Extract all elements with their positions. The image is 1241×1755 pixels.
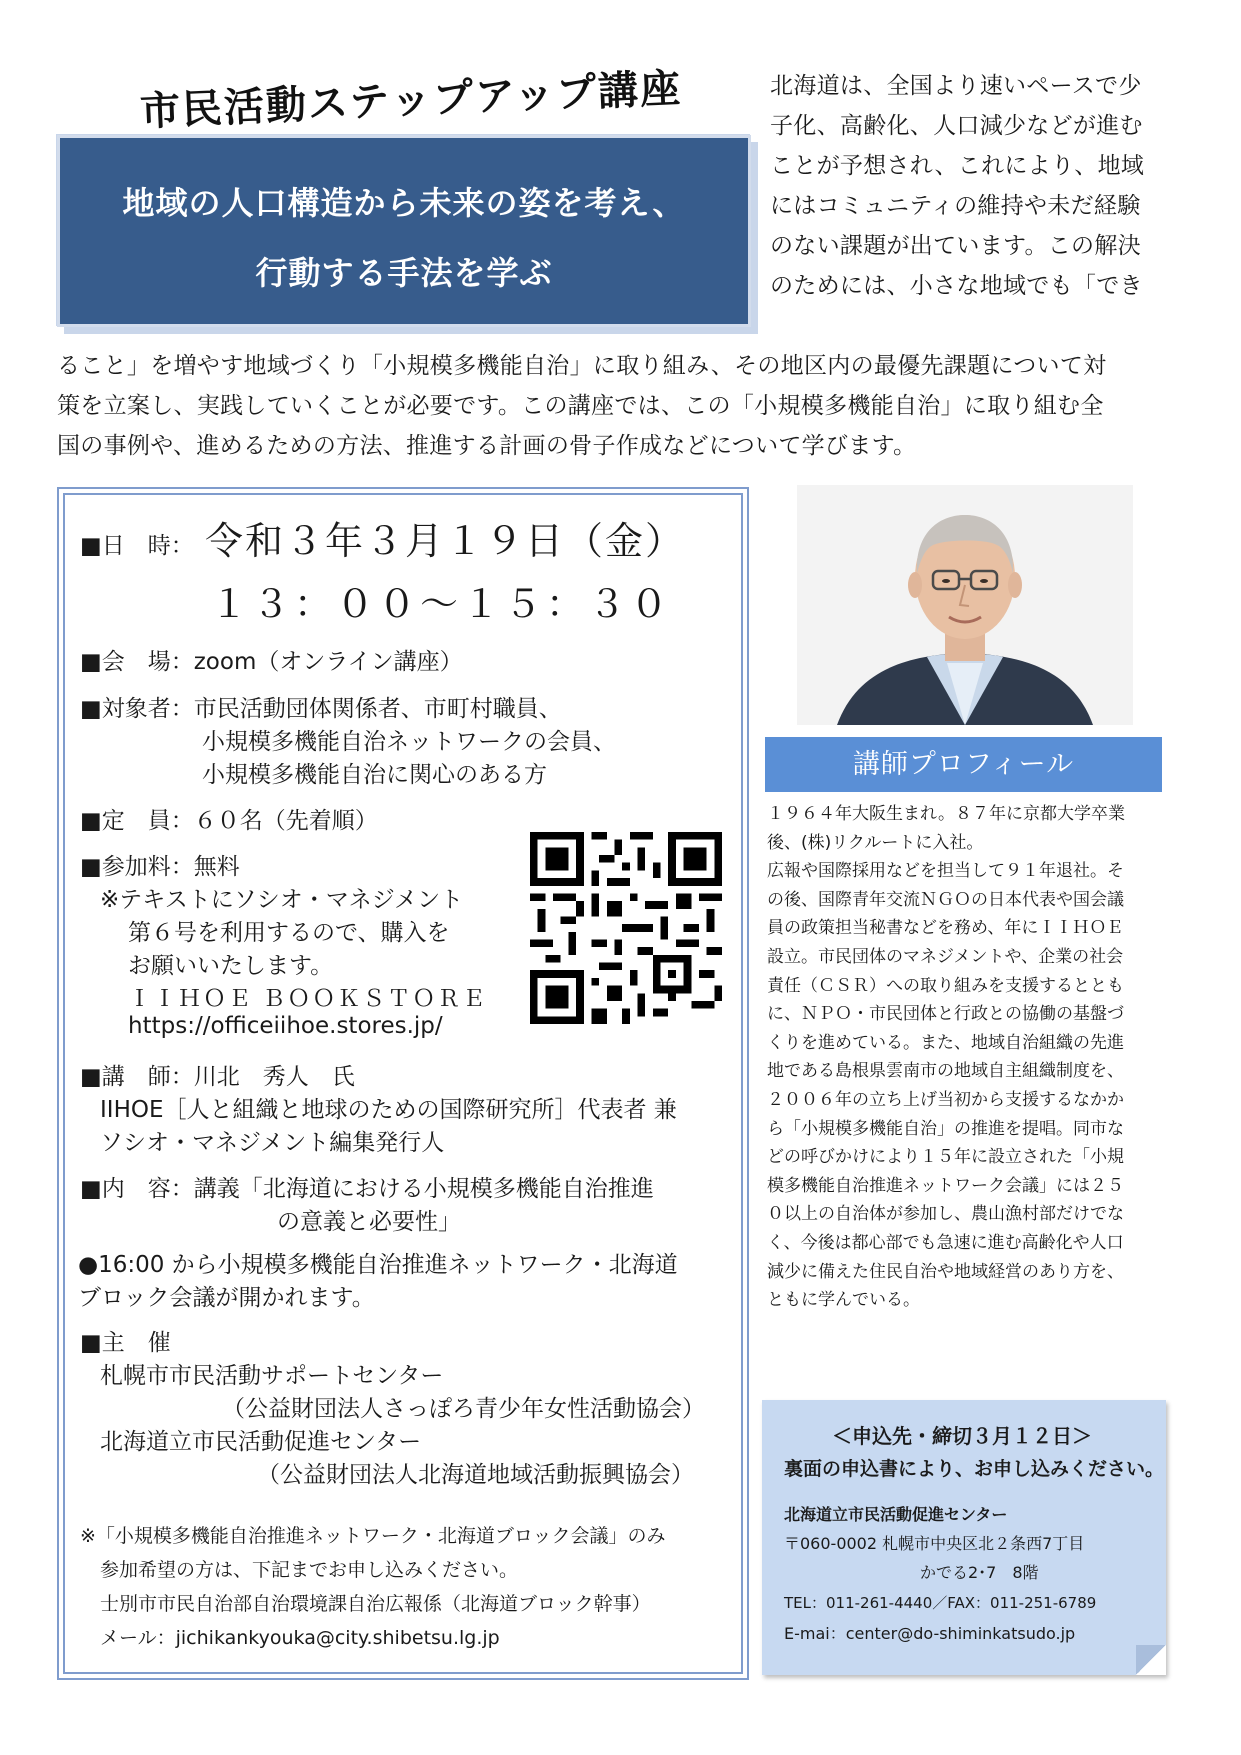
title-line-2: 行動する手法を学ぶ	[255, 254, 553, 292]
meeting-note-line: 士別市市民自治部自治環境課自治広報係（北海道ブロック幹事）	[100, 1593, 651, 1615]
target-line-1: ■対象者：市民活動団体関係者、市町村職員、	[80, 696, 562, 722]
fee-note-line: ※テキストにソシオ・マネジメント	[100, 887, 464, 913]
content-line-2: の意義と必要性」	[277, 1209, 461, 1235]
profile-line: 責任（ＣＳＲ）への取り組みを支援するととも	[767, 975, 1124, 996]
profile-line: 模多機能自治推進ネットワーク会議」には２５	[767, 1175, 1124, 1196]
intro-line: にはコミュニティの維持や未だ経験	[770, 193, 1141, 219]
application-email[interactable]: E-mai：center@do-shiminkatsudo.jp	[784, 1624, 1076, 1643]
profile-line: １９６４年大阪生まれ。８７年に京都大学卒業	[767, 804, 1126, 824]
meeting-line-1: ●16:00 から小規模多機能自治推進ネットワーク・北海道	[78, 1252, 678, 1278]
profile-line: に、ＮＰＯ・市民団体と行政との協働の基盤づ	[767, 1004, 1124, 1025]
intro-line: のない課題が出ています。この解決	[770, 233, 1141, 259]
lecturer: ■講 師：川北 秀人 氏	[80, 1064, 355, 1090]
profile-line: どの呼びかけにより１５年に設立された「小規	[767, 1147, 1124, 1168]
lecturer-role-line: ソシオ・マネジメント編集発行人	[100, 1130, 445, 1156]
meeting-note-line: ※「小規模多機能自治推進ネットワーク・北海道ブロック会議」のみ	[80, 1525, 666, 1547]
profile-line: 減少に備えた住民自治や地域経営のあり方を、	[767, 1261, 1124, 1282]
lecturer-photo	[797, 485, 1133, 725]
intro-line: ること」を増やす地域づくり「小規模多機能自治」に取り組み、その地区内の最優先課題について対	[57, 353, 1107, 379]
profile-line: くりを進めている。また、地域自治組織の先進	[767, 1032, 1124, 1053]
event-date: 令和３年３月１９日（金）	[205, 519, 686, 563]
meeting-contact-email[interactable]: メール：jichikankyouka@city.shibetsu.lg.jp	[100, 1627, 500, 1649]
fee: ■参加料：無料	[80, 854, 240, 880]
application-center: 北海道立市民活動促進センター	[784, 1505, 1008, 1524]
bookstore-name: ＩＩＨＯＥ ＢＯＯＫＳＴＯＲＥ	[128, 986, 488, 1012]
intro-line: 子化、高齢化、人口減少などが進む	[770, 113, 1143, 139]
intro-line: のためには、小さな地域でも「でき	[770, 273, 1143, 299]
profile-line: の後、国際青年交流ＮＧＯの日本代表や国会議	[767, 889, 1124, 910]
lecturer-role-line: IIHOE［人と組織と地球のための国際研究所］代表者 兼	[100, 1097, 677, 1123]
bookstore-url[interactable]: https://officeiihoe.stores.jp/	[128, 1013, 443, 1039]
host-label: ■主 催	[80, 1330, 171, 1356]
host-1: 札幌市市民活動サポートセンター	[100, 1363, 444, 1389]
profile-line: ともに学んでいる。	[767, 1290, 920, 1311]
meeting-line-2: ブロック会議が開かれます。	[78, 1285, 375, 1311]
host-2-org: （公益財団法人北海道地域活動振興協会）	[257, 1462, 694, 1488]
profile-line: く、今後は都心部でも急速に進む高齢化や人口	[767, 1232, 1124, 1253]
event-time: １３：００～１５：３０	[210, 582, 673, 626]
profile-text	[767, 800, 1167, 1315]
application-address-2: かでる2･7 8階	[920, 1563, 1039, 1582]
profile-line: ら「小規模多機能自治」の推進を提唱。同市な	[767, 1118, 1124, 1139]
application-phone: TEL：011-261-4440／FAX：011-251-6789	[784, 1594, 1097, 1612]
meeting-note-line: 参加希望の方は、下記までお申し込みください。	[100, 1559, 519, 1581]
profile-line: 地である島根県雲南市の地域自主組織制度を、	[767, 1061, 1124, 1082]
intro-right-column	[770, 66, 1190, 306]
content-line-1: ■内 容：講義「北海道における小規模多機能自治推進	[80, 1176, 654, 1202]
profile-line: 広報や国際採用などを担当して９１年退社。そ	[767, 861, 1124, 882]
profile-line: ０以上の自治体が参加し、農山漁村部だけでな	[767, 1204, 1124, 1225]
intro-line: ことが予想され、これにより、地域	[770, 153, 1145, 179]
host-2: 北海道立市民活動促進センター	[100, 1429, 422, 1455]
venue: ■会 場：zoom（オンライン講座）	[80, 649, 463, 675]
target-line-2: 小規模多機能自治ネットワークの会員、	[202, 729, 616, 755]
qr-code[interactable]	[530, 832, 722, 1024]
intro-full-width	[57, 346, 1197, 466]
date-label: ■日 時：	[80, 533, 194, 559]
intro-line: 国の事例や、進めるための方法、推進する計画の骨子作成などについて学びます。	[57, 433, 917, 459]
fee-note-line: お願いいたします。	[128, 953, 334, 979]
intro-line: 策を立案し、実践していくことが必要です。この講座では、この「小規模多機能自治」に取り組む全	[57, 393, 1104, 419]
profile-line: 後、(株)リクルートに入社。	[767, 832, 984, 853]
page-curl-decoration	[1136, 1645, 1166, 1675]
title-box	[57, 135, 751, 327]
host-1-org: （公益財団法人さっぽろ青少年女性活動協会）	[222, 1396, 705, 1422]
intro-line: 北海道は、全国より速いペースで少	[770, 73, 1142, 99]
application-instruction: 裏面の申込書により、お申し込みください。	[784, 1458, 1165, 1480]
profile-line: 設立。市民団体のマネジメントや、企業の社会	[767, 946, 1124, 967]
application-deadline: ＜申込先・締切３月１２日＞	[832, 1424, 1092, 1448]
capacity: ■定 員：６０名（先着順）	[80, 808, 378, 834]
application-address-1: 〒060-0002 札幌市中央区北２条西7丁目	[784, 1534, 1085, 1553]
profile-line: ２００６年の立ち上げ当初から支援するなかか	[767, 1089, 1124, 1110]
fee-note-line: 第６号を利用するので、購入を	[128, 920, 450, 946]
application-note	[762, 1400, 1166, 1675]
title-line-1: 地域の人口構造から未来の姿を考え、	[122, 184, 686, 222]
target-line-3: 小規模多機能自治に関心のある方	[202, 762, 547, 788]
series-title: 市民活動ステップアップ講座	[139, 65, 684, 136]
profile-line: 員の政策担当秘書などを務め、年にＩＩＨＯＥ	[767, 918, 1124, 939]
profile-heading: 講師プロフィール	[765, 737, 1162, 792]
